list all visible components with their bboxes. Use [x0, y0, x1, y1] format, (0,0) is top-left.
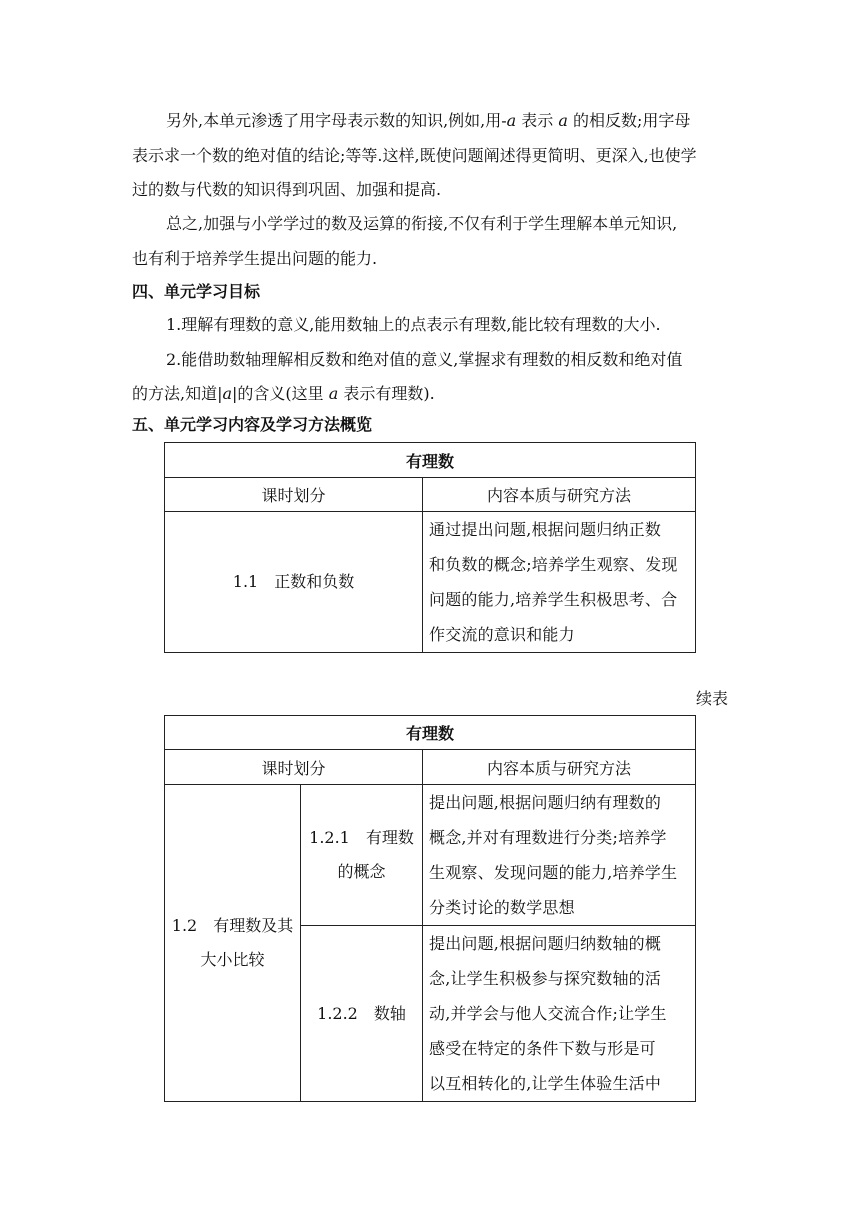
method-line: 提出问题,根据问题归纳有理数的 — [429, 793, 662, 812]
paragraph-line: 表示求一个数的绝对值的结论;等等.这样,既使问题阐述得更简明、更深入,也使学 — [132, 145, 697, 165]
method-cell — [423, 785, 696, 926]
column-header-lesson: 课时划分 — [165, 750, 423, 785]
method-line: 通过提出问题,根据问题归纳正数 — [429, 520, 662, 539]
sublesson-line: 1.2.1 有理数 — [309, 828, 414, 847]
text-segment: 表示 — [516, 111, 559, 130]
paragraph-line — [132, 104, 730, 139]
method-line: 作交流的意识和能力 — [429, 625, 575, 644]
method-cell — [423, 926, 696, 1102]
text-segment: 的方法,知道| — [132, 384, 223, 403]
goal-item-continued — [132, 377, 730, 412]
math-variable: a — [506, 111, 517, 130]
goal-item: 1.理解有理数的意义,能用数轴上的点表示有理数,能比较有理数的大小. — [166, 315, 661, 334]
method-line: 以互相转化的,让学生体验生活中 — [429, 1074, 662, 1093]
math-variable: a — [222, 384, 233, 403]
method-line: 感受在特定的条件下数与形是可 — [429, 1039, 656, 1058]
text-segment: 表示有理数). — [338, 384, 435, 403]
section-heading-learning-goals: 四、单元学习目标 — [132, 282, 261, 301]
text-segment: 另外,本单元渗透了用字母表示数的知识,例如,用- — [166, 111, 507, 130]
paragraph-letters-represent-numbers — [132, 104, 730, 208]
paragraph-line: 总之,加强与小学学过的数及运算的衔接,不仅有利于学生理解本单元知识, — [166, 214, 678, 233]
sublesson-cell: 1.2.2 数轴 — [301, 926, 423, 1102]
text-segment: |的含义(这里 — [232, 384, 329, 403]
overview-table — [164, 442, 696, 653]
lesson-group-line: 大小比较 — [200, 950, 265, 969]
paragraph-summary — [132, 207, 730, 276]
text-segment: 的相反数;用字母 — [567, 111, 691, 130]
math-variable: a — [328, 384, 339, 403]
overview-table-continued — [164, 715, 696, 1102]
sublesson-line: 的概念 — [337, 862, 386, 881]
section-heading-content-overview: 五、单元学习内容及学习方法概览 — [132, 415, 373, 434]
lesson-cell: 1.1 正数和负数 — [165, 512, 423, 653]
paragraph-line: 也有利于培养学生提出问题的能力. — [132, 248, 378, 268]
continued-table-label: 续表 — [696, 689, 729, 708]
method-line: 生观察、发现问题的能力,培养学生 — [429, 863, 678, 882]
method-line: 概念,并对有理数进行分类;培养学 — [429, 828, 667, 847]
learning-goals — [132, 308, 730, 412]
method-line: 念,让学生积极参与探究数轴的活 — [429, 969, 662, 988]
column-header-method: 内容本质与研究方法 — [423, 750, 696, 785]
method-line: 问题的能力,培养学生积极思考、合 — [429, 590, 678, 609]
method-cell — [423, 512, 696, 653]
method-line: 提出问题,根据问题归纳数轴的概 — [429, 934, 662, 953]
method-line: 动,并学会与他人交流合作;让学生 — [429, 1004, 667, 1023]
method-line: 分类讨论的数学思想 — [429, 898, 575, 917]
sublesson-cell — [301, 785, 423, 926]
paragraph-line: 过的数与代数的知识得到巩固、加强和提高. — [132, 180, 442, 199]
column-header-lesson: 课时划分 — [165, 478, 423, 512]
goal-item: 2.能借助数轴理解相反数和绝对值的意义,掌握求有理数的相反数和绝对值 — [166, 349, 683, 369]
method-line: 和负数的概念;培养学生观察、发现 — [429, 555, 678, 574]
table-title: 有理数 — [165, 443, 696, 478]
lesson-group-cell — [165, 785, 301, 1102]
table-title: 有理数 — [165, 716, 696, 750]
lesson-group-line: 1.2 有理数及其 — [171, 916, 294, 935]
math-variable: a — [558, 111, 568, 130]
column-header-method: 内容本质与研究方法 — [423, 478, 696, 512]
